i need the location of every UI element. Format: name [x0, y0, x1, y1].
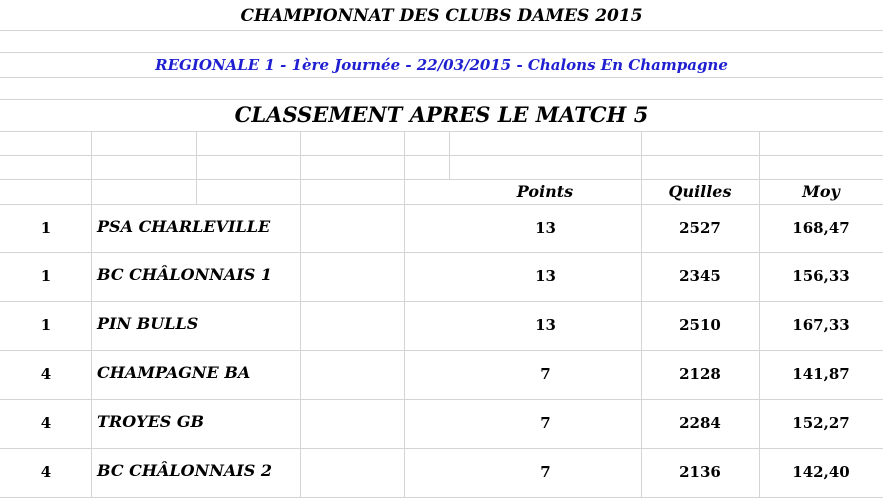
quilles-cell: 2284	[679, 414, 721, 432]
team-cell: PIN BULLS	[97, 314, 199, 333]
competition-subtitle: REGIONALE 1 - 1ère Journée - 22/03/2015 - Chalons En Champagne	[155, 56, 728, 74]
moy-cell: 142,40	[792, 463, 850, 481]
grid-line	[0, 155, 883, 156]
grid-line	[196, 131, 197, 179]
grid-line	[449, 131, 450, 179]
grid-line	[0, 131, 883, 132]
moy-cell: 167,33	[792, 316, 850, 334]
ranking-title: CLASSEMENT APRES LE MATCH 5	[234, 102, 649, 127]
moy-cell: 168,47	[792, 219, 850, 237]
moy-cell: 141,87	[792, 365, 850, 383]
team-cell: PSA CHARLEVILLE	[97, 217, 271, 236]
quilles-cell: 2510	[679, 316, 721, 334]
rank-cell: 4	[40, 365, 52, 383]
table-row	[0, 350, 883, 399]
table-row	[0, 399, 883, 448]
grid-line	[91, 131, 92, 179]
team-cell: BC CHÂLONNAIS 1	[97, 265, 272, 284]
points-cell: 13	[535, 267, 556, 285]
grid-line	[0, 77, 883, 78]
team-cell: TROYES GB	[97, 412, 205, 431]
table-row	[0, 252, 883, 301]
team-cell: CHAMPAGNE BA	[97, 363, 251, 382]
moy-cell: 152,27	[792, 414, 850, 432]
points-cell: 7	[540, 463, 551, 481]
rank-cell: 1	[40, 316, 52, 334]
grid-line	[196, 179, 197, 204]
points-cell: 13	[535, 219, 556, 237]
rank-cell: 4	[40, 414, 52, 432]
page-title: CHAMPIONNAT DES CLUBS DAMES 2015	[240, 6, 643, 26]
grid-line	[404, 131, 405, 179]
rank-cell: 1	[40, 267, 52, 285]
moy-cell: 156,33	[792, 267, 850, 285]
team-cell: BC CHÂLONNAIS 2	[97, 461, 272, 480]
grid-line	[641, 131, 642, 179]
points-cell: 13	[535, 316, 556, 334]
table-row	[0, 301, 883, 350]
column-header-points: Points	[516, 182, 574, 201]
rank-cell: 1	[40, 219, 52, 237]
table-row	[0, 448, 883, 497]
quilles-cell: 2527	[679, 219, 721, 237]
column-header-quilles: Quilles	[668, 182, 732, 201]
grid-line	[759, 131, 760, 179]
column-header-moy: Moy	[802, 182, 840, 201]
points-cell: 7	[540, 414, 551, 432]
points-cell: 7	[540, 365, 551, 383]
quilles-cell: 2128	[679, 365, 721, 383]
rank-cell: 4	[40, 463, 52, 481]
quilles-cell: 2136	[679, 463, 721, 481]
grid-line	[300, 131, 301, 179]
grid-line	[0, 30, 883, 31]
quilles-cell: 2345	[679, 267, 721, 285]
table-row	[0, 204, 883, 253]
